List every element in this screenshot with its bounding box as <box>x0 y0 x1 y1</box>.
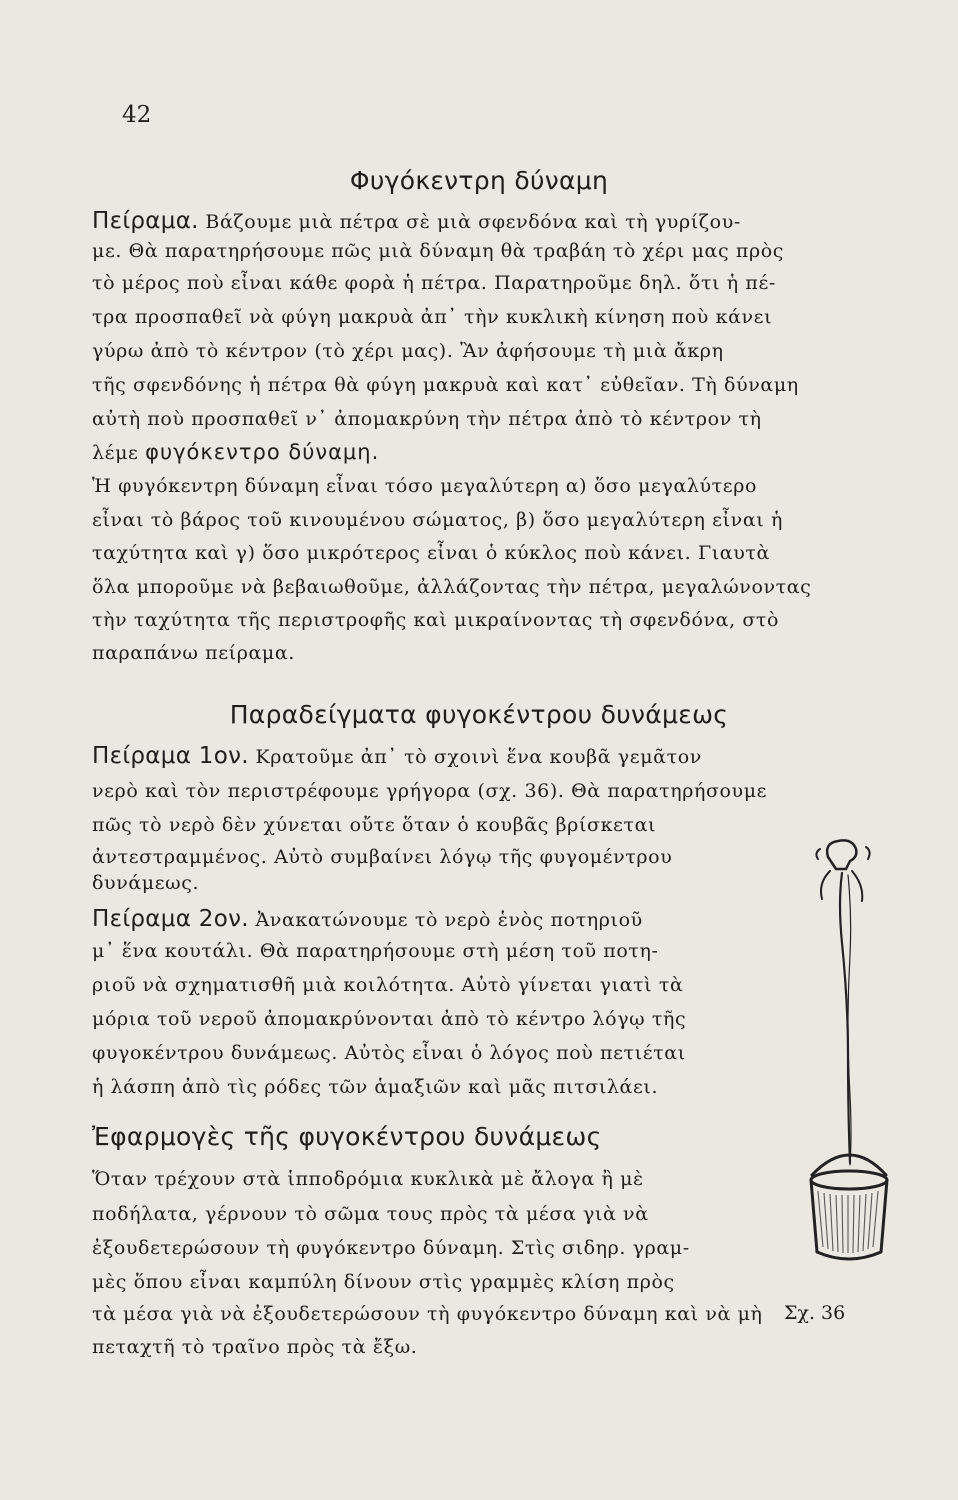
text-line: τρα προσπαθεῖ νὰ φύγη μακρυὰ ἀπ᾽ τὴν κυκλικὴ κίνηση ποὺ κάνει <box>92 306 773 328</box>
text-line: Ὅταν τρέχουν στὰ ἱπποδρόμια κυκλικὰ μὲ ἄλογα ἢ μὲ <box>92 1168 644 1190</box>
page-number: 42 <box>122 102 152 128</box>
text-line: τὸ μέρος ποὺ εἶναι κάθε φορὰ ἡ πέτρα. Παρατηροῦμε δηλ. ὅτι ἡ πέ- <box>92 272 776 294</box>
text-line: με. Θὰ παρατηρήσουμε πῶς μιὰ δύναμη θὰ τραβάη τὸ χέρι μας πρὸς <box>92 240 785 262</box>
text-line: ριοῦ νὰ σχηματισθῆ μιὰ κοιλότητα. Αὐτὸ γίνεται γιατὶ τὰ <box>92 974 684 996</box>
section-title-examples: Παραδείγματα φυγοκέντρου δυνάμεως <box>229 700 729 729</box>
text-line: πῶς τὸ νερὸ δὲν χύνεται οὔτε ὅταν ὁ κουβᾶς βρίσκεται <box>92 814 657 836</box>
text-line: τὰ μέσα γιὰ νὰ ἐξουδετερώσουν τὴ φυγόκεντρο δύναμη καὶ νὰ μὴ <box>92 1303 763 1325</box>
text-line: ὅλα μποροῦμε νὰ βεβαιωθοῦμε, ἀλλάζοντας τὴν πέτρα, μεγαλώνοντας <box>92 576 812 598</box>
experiment-label: Πείραμα. <box>92 208 199 234</box>
figure-caption: Σχ. 36 <box>784 1302 846 1324</box>
text-line: φυγοκέντρου δυνάμεως. Αὐτὸς εἶναι ὁ λόγος ποὺ πετιέται <box>92 1042 686 1064</box>
text-line <box>92 440 379 464</box>
text-line: Ἡ φυγόκεντρη δύναμη εἶναι τόσο μεγαλύτερη α) ὅσο μεγαλύτερο <box>92 475 758 497</box>
text-line: εἶναι τὸ βάρος τοῦ κινουμένου σώματος, β) ὅσο μεγαλύτερη εἶναι ἡ <box>92 509 783 531</box>
text-line: μ᾽ ἕνα κουτάλι. Θὰ παρατηρήσουμε στὴ μέση τοῦ ποτη- <box>92 940 659 962</box>
bucket-on-rope-illustration <box>790 835 910 1275</box>
text-span: Κρατοῦμε ἀπ᾽ τὸ σχοινὶ ἕνα κουβᾶ γεμᾶτον <box>248 746 702 768</box>
experiment-label: Πείραμα 1ον. <box>92 743 249 769</box>
text-line: ἡ λάσπη ἀπὸ τὶς ρόδες τῶν ἁμαξιῶν καὶ μᾶς πιτσιλάει. <box>92 1076 659 1098</box>
text-line: πεταχτῆ τὸ τραῖνο πρὸς τὰ ἔξω. <box>92 1336 418 1358</box>
text-line: τῆς σφενδόνης ἡ πέτρα θὰ φύγη μακρυὰ καὶ κατ᾽ εὐθεῖαν. Τὴ δύναμη <box>92 374 799 396</box>
text-line: τὴν ταχύτητα τῆς περιστροφῆς καὶ μικραίνοντας τὴ σφενδόνα, στὸ <box>92 609 780 631</box>
text-line: δυνάμεως. <box>92 872 200 894</box>
text-line: γύρω ἀπὸ τὸ κέντρον (τὸ χέρι μας). Ἂν ἀφήσουμε τὴ μιὰ ἄκρη <box>92 340 724 362</box>
text-line: παραπάνω πείραμα. <box>92 642 295 664</box>
key-term: φυγόκεντρο δύναμη. <box>145 440 380 464</box>
section-title-applications: Ἐφαρμογὲς τῆς φυγοκέντρου δυνάμεως <box>92 1122 602 1151</box>
text-span: Βάζουμε μιὰ πέτρα σὲ μιὰ σφενδόνα καὶ τὴ γυρίζου- <box>198 211 741 233</box>
text-line: ταχύτητα καὶ γ) ὅσο μικρότερος εἶναι ὁ κύκλος ποὺ κάνει. Γιαυτὰ <box>92 542 770 564</box>
text-span: Ἀνακατώνουμε τὸ νερὸ ἑνὸς ποτηριοῦ <box>248 909 643 931</box>
section-title-centrifugal-force: Φυγόκεντρη δύναμη <box>349 166 609 195</box>
text-line: ἀντεστραμμένος. Αὐτὸ συμβαίνει λόγῳ τῆς φυγομέντρου <box>92 846 673 868</box>
text-line: ποδήλατα, γέρνουν τὸ σῶμα τους πρὸς τὰ μέσα γιὰ νὰ <box>92 1203 649 1225</box>
text-line: μόρια τοῦ νεροῦ ἀπομακρύνονται ἀπὸ τὸ κέντρο λόγῳ τῆς <box>92 1008 687 1030</box>
text-line: νερὸ καὶ τὸν περιστρέφουμε γρήγορα (σχ. 36). Θὰ παρατηρήσουμε <box>92 780 768 802</box>
text-line: ἐξουδετερώσουν τὴ φυγόκεντρο δύναμη. Στὶς σιδηρ. γραμ- <box>92 1237 690 1259</box>
text-line: μὲς ὅπου εἶναι καμπύλη δίνουν στὶς γραμμὲς κλίση πρὸς <box>92 1271 675 1293</box>
text-line <box>92 743 702 769</box>
text-span: λέμε <box>92 442 146 464</box>
text-line <box>92 208 741 234</box>
text-line: αὐτὴ ποὺ προσπαθεῖ ν᾽ ἀπομακρύνη τὴν πέτρα ἀπὸ τὸ κέντρον τὴ <box>92 408 762 430</box>
experiment-label: Πείραμα 2ον. <box>92 906 249 932</box>
text-line <box>92 906 643 932</box>
